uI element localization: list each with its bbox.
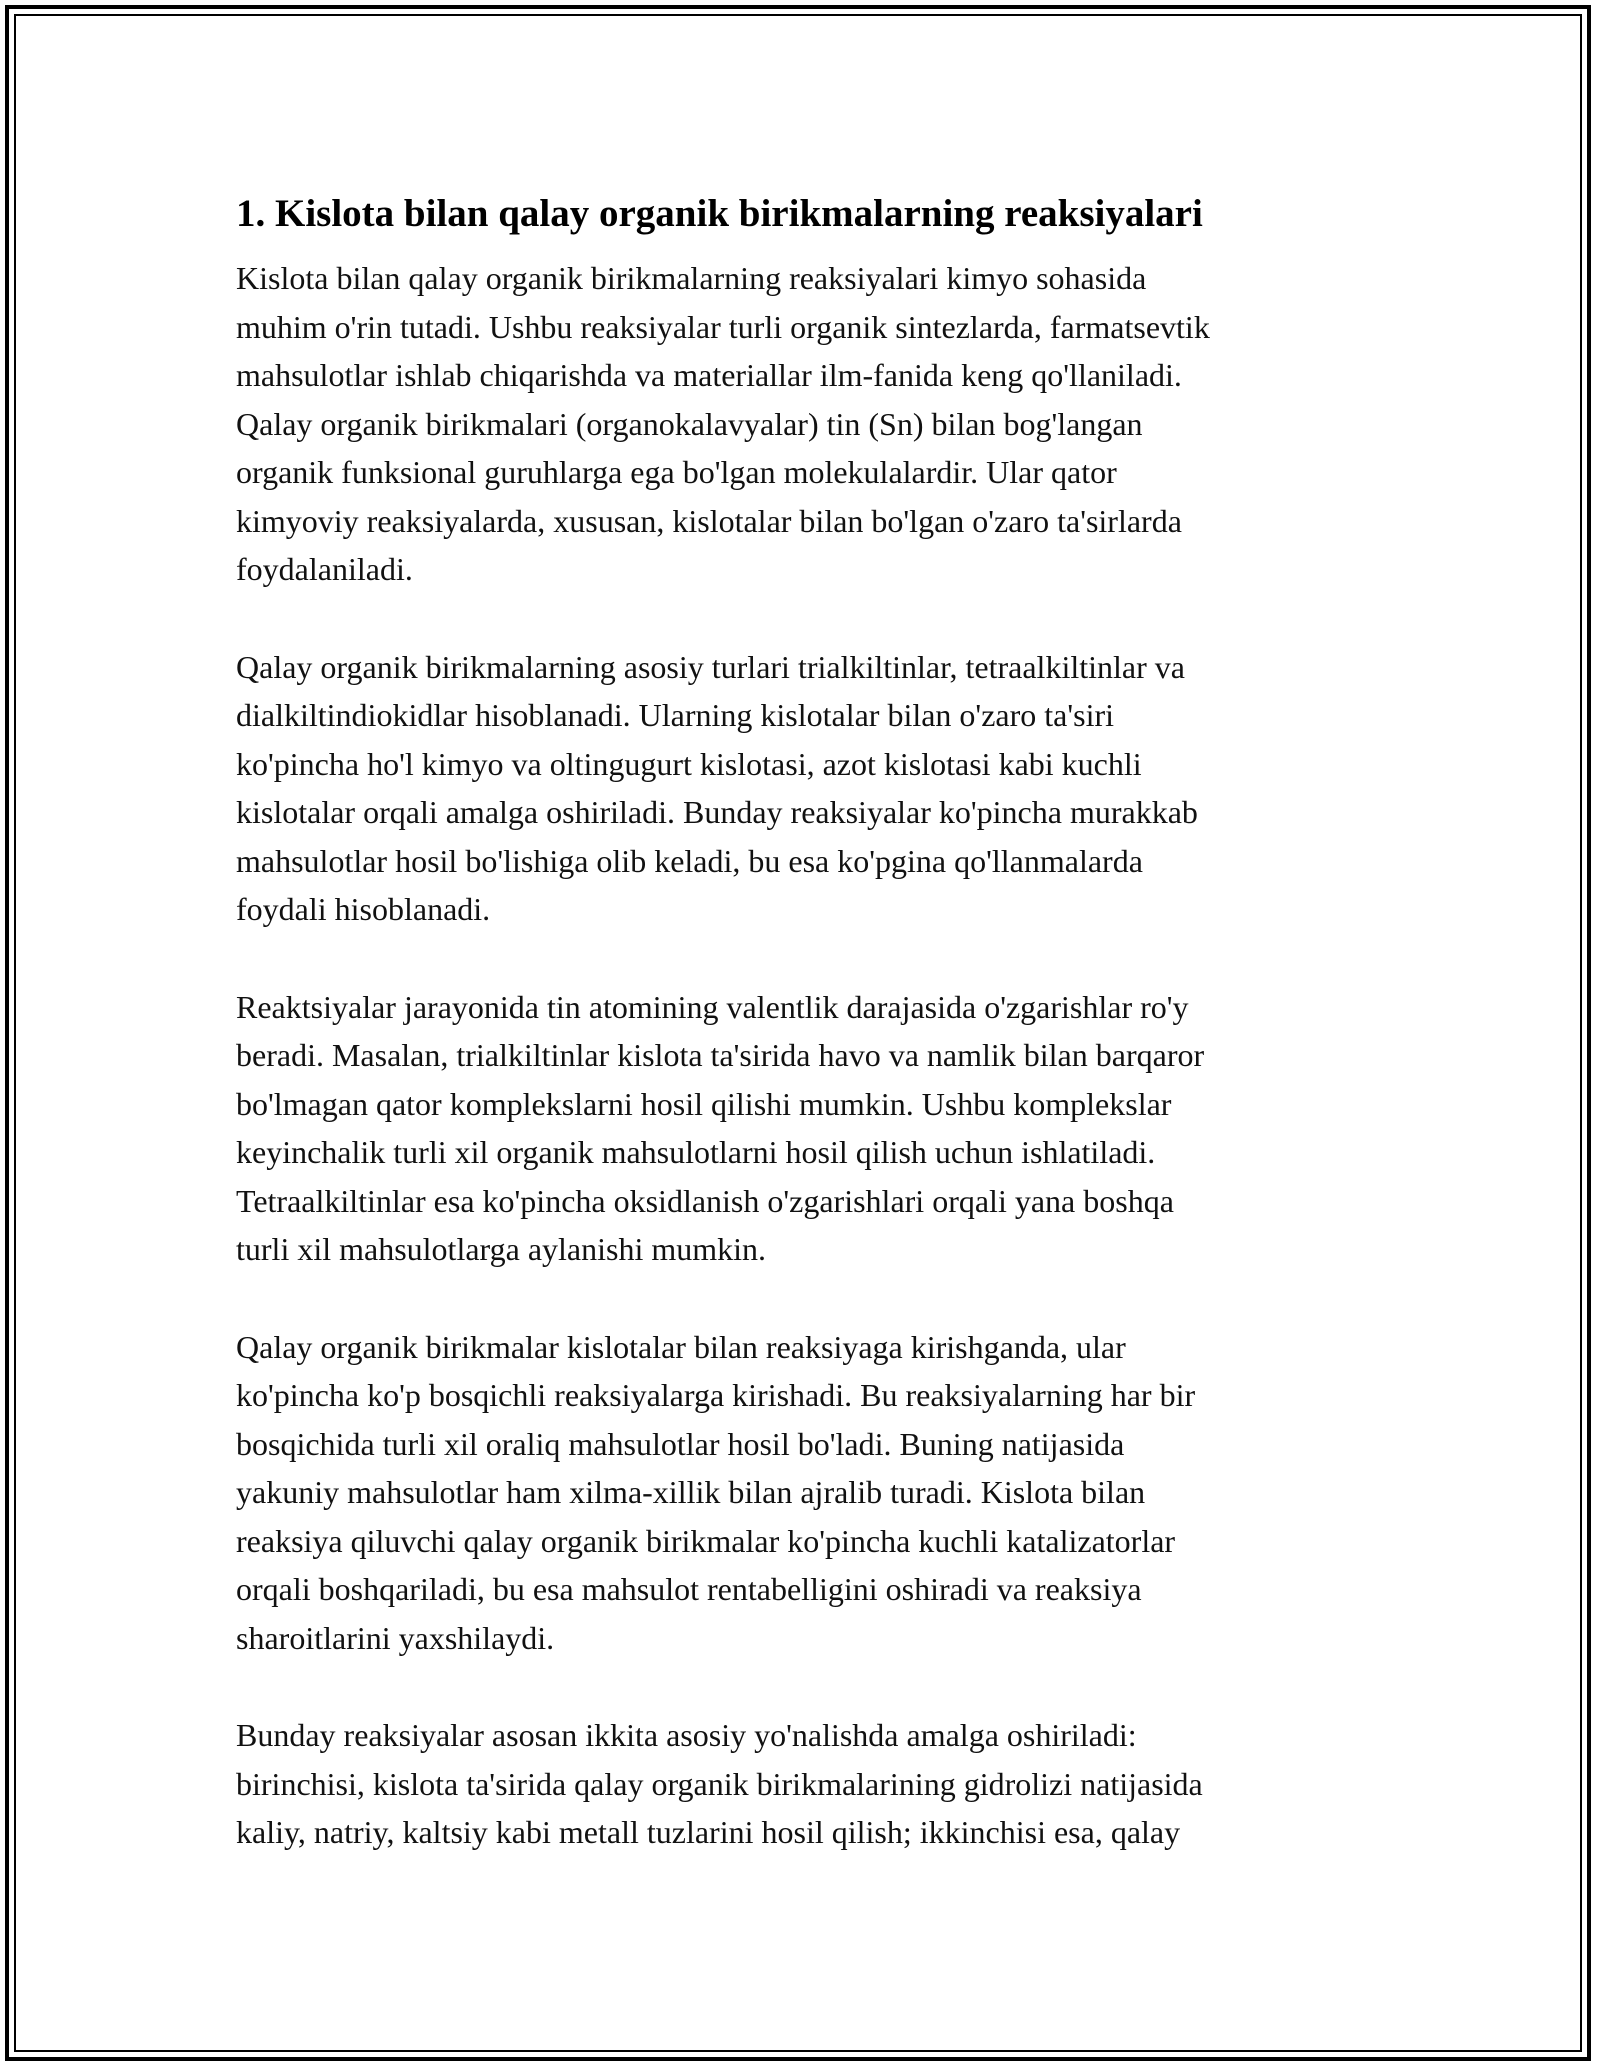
text-line: keyinchalik turli xil organik mahsulotlarni hosil qilish uchun ishlatiladi. <box>236 1134 1156 1170</box>
paragraph-4 <box>236 1323 1366 1663</box>
text-line: organik funksional guruhlarga ega bo'lgan molekulalardir. Ular qator <box>236 454 1117 490</box>
text-line: mahsulotlar ishlab chiqarishda va materiallar ilm-fanida keng qo'llaniladi. <box>236 357 1182 393</box>
text-line: kaliy, natriy, kaltsiy kabi metall tuzlarini hosil qilish; ikkinchisi esa, qalay <box>236 1814 1181 1850</box>
document-body <box>236 182 1366 1906</box>
section-heading: 1. Kislota bilan qalay organik birikmalarning reaksiyalari <box>236 192 1203 235</box>
text-line: foydali hisoblanadi. <box>236 891 491 927</box>
text-line: yakuniy mahsulotlar ham xilma-xillik bilan ajralib turadi. Kislota bilan <box>236 1474 1146 1510</box>
text-line: dialkiltindiokidlar hisoblanadi. Ularning kislotalar bilan o'zaro ta'siri <box>236 697 1114 733</box>
text-line: sharoitlarini yaxshilaydi. <box>236 1619 555 1656</box>
text-line: Tetraalkiltinlar esa ko'pincha oksidlanish o'zgarishlari orqali yana boshqa <box>236 1182 1174 1219</box>
text-line: ko'pincha ko'p bosqichli reaksiyalarga kirishadi. Bu reaksiyalarning har bir <box>236 1377 1196 1413</box>
text-line: turli xil mahsulotlarga aylanishi mumkin. <box>236 1231 767 1267</box>
paragraph-2 <box>236 643 1366 934</box>
text-line: kislotalar orqali amalga oshiriladi. Bunday reaksiyalar ko'pincha murakkab <box>236 794 1198 830</box>
paragraph-5 <box>236 1711 1366 1857</box>
text-line: Reaktsiyalar jarayonida tin atomining valentlik darajasida o'zgarishlar ro'y <box>236 988 1189 1025</box>
text-line: ko'pincha ho'l kimyo va oltingugurt kislotasi, azot kislotasi kabi kuchli <box>236 745 1142 782</box>
paragraph-3 <box>236 983 1366 1274</box>
text-line: orqali boshqariladi, bu esa mahsulot rentabelligini oshiradi va reaksiya <box>236 1571 1142 1607</box>
text-line: Qalay organik birikmalar kislotalar bilan reaksiyaga kirishganda, ular <box>236 1328 1126 1365</box>
text-line: bosqichida turli xil oraliq mahsulotlar hosil bo'ladi. Buning natijasida <box>236 1425 1125 1462</box>
text-line: kimyoviy reaksiyalarda, xususan, kislotalar bilan bo'lgan o'zaro ta'sirlarda <box>236 502 1182 539</box>
text-line: Qalay organik birikmalarning asosiy turlari trialkiltinlar, tetraalkiltinlar va <box>236 648 1185 685</box>
text-line: beradi. Masalan, trialkiltinlar kislota ta'sirida havo va namlik bilan barqaror <box>236 1037 1205 1073</box>
paragraph-1 <box>236 254 1366 594</box>
text-line: birinchisi, kislota ta'sirida qalay organik birikmalarining gidrolizi natijasida <box>236 1765 1203 1802</box>
text-line: reaksiya qiluvchi qalay organik birikmalar ko'pincha kuchli katalizatorlar <box>236 1522 1176 1559</box>
text-line: Qalay organik birikmalari (organokalavyalar) tin (Sn) bilan bog'langan <box>236 405 1143 442</box>
text-line: mahsulotlar hosil bo'lishiga olib keladi, bu esa ko'pgina qo'llanmalarda <box>236 842 1143 879</box>
text-line: Bunday reaksiyalar asosan ikkita asosiy yo'nalishda amalga oshiriladi: <box>236 1717 1137 1753</box>
text-line: Kislota bilan qalay organik birikmalarning reaksiyalari kimyo sohasida <box>236 260 1147 296</box>
text-line: bo'lmagan qator komplekslarni hosil qilishi mumkin. Ushbu komplekslar <box>236 1085 1172 1122</box>
text-line: muhim o'rin tutadi. Ushbu reaksiyalar turli organik sintezlarda, farmatsevtik <box>236 308 1210 345</box>
text-line: foydalaniladi. <box>236 551 413 587</box>
